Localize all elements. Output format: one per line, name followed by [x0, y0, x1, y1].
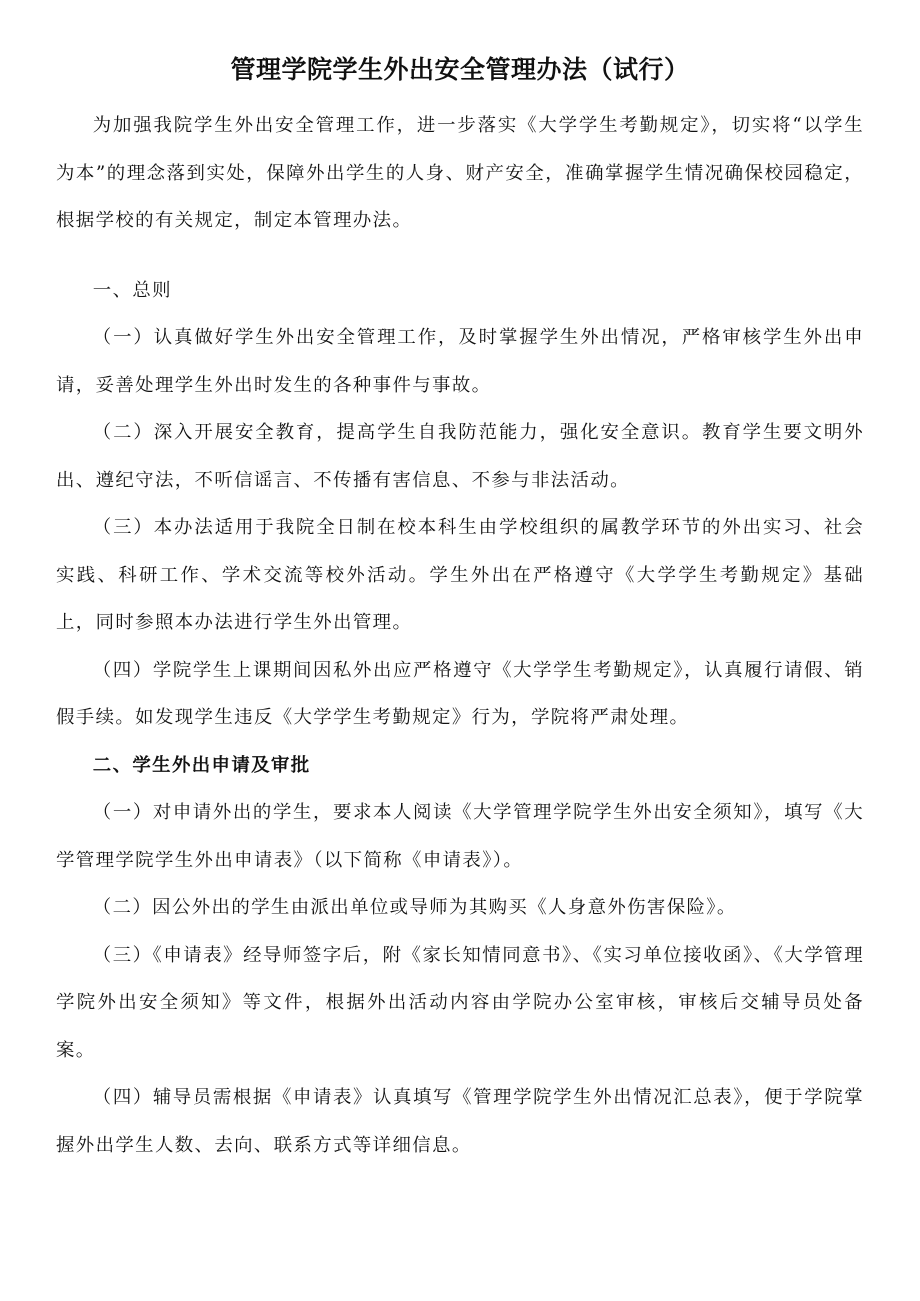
section-1-item: （二）深入开展安全教育，提高学生自我防范能力，强化安全意识。教育学生要文明外出、遵纪守法，不听信谣言、不传播有害信息、不参与非法活动。 [56, 422, 864, 491]
section-1-item: （三）本办法适用于我院全日制在校本科生由学校组织的属教学环节的外出实习、社会实践、科研工作、学术交流等校外活动。学生外出在严格遵守《大学学生考勤规定》基础上，同时参照本办法进行学生外出管理。 [56, 517, 864, 633]
section-2-item: （二）因公外出的学生由派出单位或导师为其购买《人身意外伤害保险》。 [92, 897, 737, 918]
section-2-heading: 二、学生外出申请及审批 [92, 754, 311, 776]
section-1-item: （四）学院学生上课期间因私外出应严格遵守《大学学生考勤规定》，认真履行请假、销假手续。如发现学生违反《大学学生考勤规定》行为，学院将严肃处理。 [56, 659, 864, 728]
section-2-item: （一）对申请外出的学生，要求本人阅读《大学管理学院学生外出安全须知》，填写《大学管理学院学生外出申请表》（以下简称《申请表》）。 [56, 802, 864, 871]
section-2-item: （四）辅导员需根据《申请表》认真填写《管理学院学生外出情况汇总表》，便于学院掌握外出学生人数、去向、联系方式等详细信息。 [56, 1087, 864, 1156]
section-2-item: （三）《申请表》经导师签字后，附《家长知情同意书》、《实习单位接收函》、《大学管理学院外出安全须知》等文件，根据外出活动内容由学院办公室审核，审核后交辅导员处备案。 [56, 944, 864, 1061]
section-1-item: （一）认真做好学生外出安全管理工作，及时掌握学生外出情况，严格审核学生外出申请，妥善处理学生外出时发生的各种事件与事故。 [56, 327, 864, 396]
section-1-heading: 一、总则 [92, 279, 172, 301]
intro-paragraph: 为加强我院学生外出安全管理工作，进一步落实《大学学生考勤规定》，切实将“以学生为本”的理念落到实处，保障外出学生的人身、财产安全，准确掌握学生情况确保校园稳定，根据学校的有关规定，制定本管理办法。 [56, 115, 864, 231]
document-title: 管理学院学生外出安全管理办法（试行） [230, 55, 690, 84]
